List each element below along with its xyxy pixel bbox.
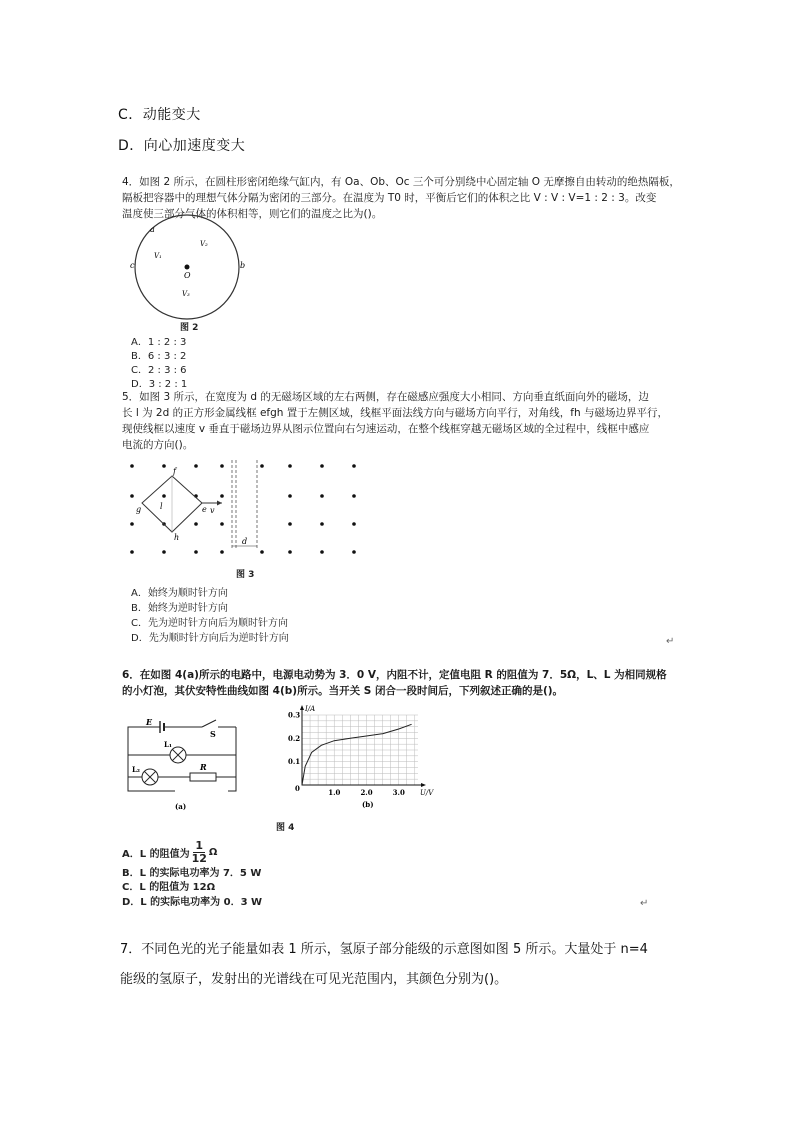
q4-option-d: D．3 : 2 : 1 bbox=[131, 379, 188, 390]
q7-line1: 7．不同色光的光子能量如表 1 所示，氢原子部分能级的示意图如图 5 所示。大量处于 n=4 bbox=[120, 942, 648, 957]
label-h: h bbox=[174, 533, 180, 542]
velocity-arrowhead bbox=[217, 501, 222, 506]
field-dot bbox=[220, 464, 224, 468]
q6-option-d: D．L 的实际电功率为 0．3 W bbox=[122, 897, 263, 908]
figure-3-magnetic-field bbox=[122, 458, 372, 568]
q5-line3: 现使线框以速度 v 垂直于磁场边界从图示位置向右匀速运动，在整个线框穿越无磁场区域的全过程中，线框中感应 bbox=[122, 423, 650, 435]
q6-option-b: B．L 的实际电功率为 7．5 W bbox=[122, 868, 262, 879]
field-dot bbox=[194, 522, 198, 526]
x-tick-label: 1.0 bbox=[328, 788, 341, 797]
field-dot bbox=[194, 464, 198, 468]
iv-curve-series bbox=[302, 724, 412, 785]
fraction bbox=[192, 840, 207, 865]
label-e: e bbox=[202, 505, 207, 514]
option-d-top: D．向心加速度变大 bbox=[118, 138, 246, 154]
y-tick-label: 0.1 bbox=[288, 757, 301, 767]
q5-line2: 长 l 为 2d 的正方形金属线框 efgh 置于左侧区域，线框平面法线方向与磁场方向平行，对角线，fh 与磁场边界平行， bbox=[122, 407, 668, 419]
field-dot bbox=[288, 550, 292, 554]
label-v: v bbox=[210, 506, 215, 515]
label-s: S bbox=[210, 729, 216, 739]
label-g: g bbox=[136, 505, 142, 514]
fraction-denominator: 12 bbox=[191, 852, 207, 865]
q5-option-c: C．先为逆时针方向后为顺时针方向 bbox=[131, 618, 288, 629]
field-dot bbox=[320, 464, 324, 468]
q6-option-a-unit: Ω bbox=[208, 847, 218, 858]
figure-4b-iv-chart bbox=[280, 703, 434, 813]
y-tick-label: 0.2 bbox=[288, 733, 301, 743]
figure-2-caption: 图 2 bbox=[180, 323, 199, 333]
q6-line2: 的小灯泡，其伏安特性曲线如图 4(b)所示。当开关 S 闭合一段时间后，下列叙述正确的是()。 bbox=[122, 685, 564, 697]
label-v1: V₁ bbox=[154, 252, 162, 260]
q5-line4: 电流的方向()。 bbox=[122, 439, 194, 451]
y-axis-label: I/A bbox=[305, 705, 316, 713]
y-axis-arrow bbox=[300, 705, 304, 710]
resistor-r bbox=[190, 773, 216, 781]
label-v2: V₂ bbox=[200, 240, 208, 248]
chart-axes bbox=[300, 705, 426, 787]
q5-option-a: A．始终为顺时针方向 bbox=[131, 588, 228, 599]
x-tick-label: 2.0 bbox=[360, 788, 373, 797]
q7-line2: 能级的氢原子，发射出的光谱线在可见光范围内，其颜色分别为()。 bbox=[120, 972, 508, 987]
q6-option-a-prefix: A．L 的阻值为 bbox=[122, 849, 190, 860]
x-tick-label: 3.0 bbox=[392, 788, 405, 797]
figure-2-cylinder bbox=[122, 222, 262, 322]
circuit-wire-left bbox=[128, 727, 175, 791]
field-dot bbox=[288, 464, 292, 468]
field-dot bbox=[130, 494, 134, 498]
field-dot bbox=[130, 464, 134, 468]
field-dot bbox=[130, 522, 134, 526]
field-dot bbox=[352, 464, 356, 468]
return-mark-1: ↵ bbox=[666, 636, 675, 647]
q4-option-b: B．6 : 3 : 2 bbox=[131, 351, 187, 362]
field-dot bbox=[352, 522, 356, 526]
field-dot bbox=[220, 550, 224, 554]
label-o: O bbox=[184, 271, 191, 280]
field-dot bbox=[130, 550, 134, 554]
field-dot bbox=[260, 550, 264, 554]
switch-s bbox=[202, 720, 216, 727]
caption-a: (a) bbox=[175, 802, 187, 811]
label-c: c bbox=[130, 261, 135, 270]
field-dot bbox=[288, 522, 292, 526]
field-dot bbox=[220, 494, 224, 498]
q4-option-c: C．2 : 3 : 6 bbox=[131, 365, 187, 376]
field-dot bbox=[220, 522, 224, 526]
label-r: R bbox=[200, 762, 207, 772]
caption-b: (b) bbox=[362, 800, 374, 809]
q4-option-a: A．1 : 2 : 3 bbox=[131, 337, 187, 348]
label-l2: L₂ bbox=[132, 765, 140, 774]
field-dot bbox=[320, 494, 324, 498]
fraction-numerator: 1 bbox=[195, 839, 204, 852]
x-axis-label: U/V bbox=[420, 789, 434, 797]
label-a: a bbox=[150, 225, 155, 234]
figure-3-caption: 图 3 bbox=[236, 570, 255, 580]
field-dot bbox=[162, 464, 166, 468]
figure-4a-circuit bbox=[120, 713, 245, 813]
field-dot bbox=[320, 522, 324, 526]
option-c-top: C．动能变大 bbox=[118, 107, 201, 123]
label-d: d bbox=[242, 537, 248, 546]
q5-line1: 5．如图 3 所示，在宽度为 d 的无磁场区域的左右两侧，存在磁感应强度大小相同、方向垂直纸面向外的磁场，边 bbox=[122, 391, 649, 403]
label-v3: V₃ bbox=[182, 290, 190, 298]
q6-option-a bbox=[122, 840, 217, 865]
field-dot bbox=[320, 550, 324, 554]
q4-line1: 4．如图 2 所示，在圆柱形密闭绝缘气缸内，有 Oa、Ob、Oc 三个可分别绕中心固定轴 O 无摩擦自由转动的绝热隔板， bbox=[122, 176, 680, 188]
field-dot bbox=[352, 550, 356, 554]
label-b: b bbox=[240, 261, 246, 270]
figure-4-caption: 图 4 bbox=[276, 823, 295, 833]
field-dot bbox=[260, 464, 264, 468]
y-tick-label: 0.3 bbox=[288, 710, 301, 720]
field-dot bbox=[352, 494, 356, 498]
q6-option-c: C．L 的阻值为 12Ω bbox=[122, 882, 216, 893]
q5-option-d: D．先为顺时针方向后为逆时针方向 bbox=[131, 633, 289, 644]
return-mark-2: ↵ bbox=[640, 898, 649, 909]
label-l: l bbox=[160, 502, 163, 511]
q5-option-b: B．始终为逆时针方向 bbox=[131, 603, 228, 614]
label-e: E bbox=[146, 717, 153, 727]
q6-line1: 6．在如图 4(a)所示的电路中，电源电动势为 3．0 V，内阻不计，定值电阻 R 的阻值为 7．5Ω，L、L 为相同规格 bbox=[122, 669, 667, 681]
field-dot bbox=[288, 494, 292, 498]
field-dot bbox=[162, 550, 166, 554]
axis-o-point bbox=[185, 265, 190, 270]
field-dot bbox=[162, 494, 166, 498]
label-f: f bbox=[173, 467, 176, 476]
origin-label: 0 bbox=[295, 784, 300, 793]
label-l1: L₁ bbox=[164, 740, 172, 749]
chart-grid bbox=[302, 715, 418, 785]
x-axis-arrow bbox=[421, 783, 426, 787]
q4-line2: 隔板把容器中的理想气体分隔为密闭的三部分。在温度为 T0 时，平衡后它们的体积之比 V : V : V=1 : 2 : 3。改变 bbox=[122, 192, 657, 204]
field-dot bbox=[194, 550, 198, 554]
q4-line3: 温度使三部分气体的体积相等，则它们的温度之比为()。 bbox=[122, 208, 383, 220]
